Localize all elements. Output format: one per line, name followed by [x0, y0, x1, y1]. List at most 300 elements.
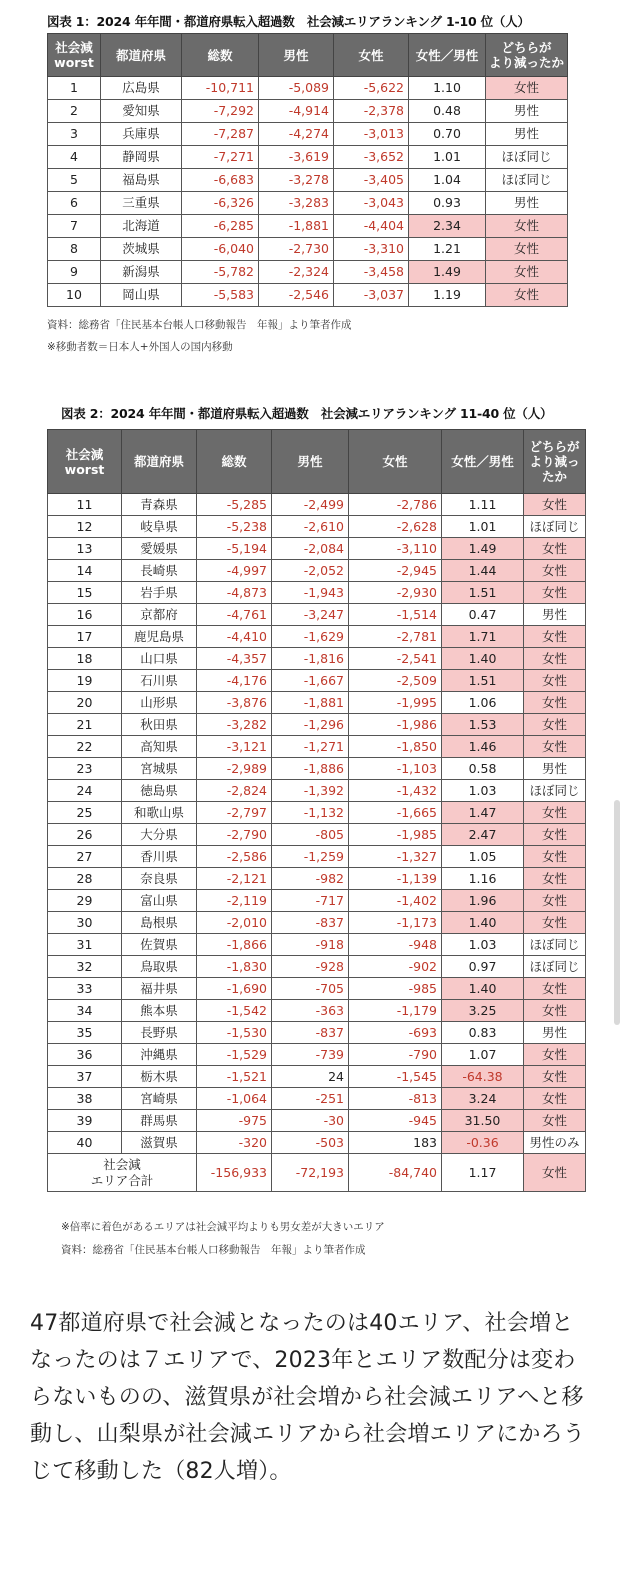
- prefecture-cell: 群馬県: [122, 1110, 197, 1132]
- which-cell: 男性のみ: [524, 1132, 586, 1154]
- which-cell: 男性: [486, 100, 568, 123]
- table-row: [48, 626, 586, 648]
- table2: [47, 429, 586, 1192]
- female-cell: -813: [349, 1088, 442, 1110]
- table-row: [48, 648, 586, 670]
- table-row: [48, 192, 568, 215]
- ratio-cell: 2.34: [409, 215, 486, 238]
- female-cell: -790: [349, 1044, 442, 1066]
- prefecture-cell: 鹿児島県: [122, 626, 197, 648]
- prefecture-cell: 和歌山県: [122, 802, 197, 824]
- ratio-cell: 1.06: [442, 692, 524, 714]
- rank-cell: 40: [48, 1132, 122, 1154]
- ratio-cell: 3.25: [442, 1000, 524, 1022]
- which-cell: 女性: [524, 868, 586, 890]
- female-cell: -1,139: [349, 868, 442, 890]
- ratio-cell: 0.58: [442, 758, 524, 780]
- male-cell: -918: [272, 934, 349, 956]
- column-header: 女性／男性: [409, 34, 486, 77]
- ratio-cell: 1.03: [442, 934, 524, 956]
- ratio-cell: 1.11: [442, 494, 524, 516]
- male-cell: -251: [272, 1088, 349, 1110]
- male-cell: -1,886: [272, 758, 349, 780]
- total-cell: -3,876: [197, 692, 272, 714]
- table2-source: 資料：総務省「住民基本台帳人口移動報告 年報」より筆者作成: [61, 1244, 366, 1256]
- male-cell: -982: [272, 868, 349, 890]
- ratio-cell: 1.19: [409, 284, 486, 307]
- which-cell: 男性: [524, 604, 586, 626]
- rank-cell: 30: [48, 912, 122, 934]
- total-cell: -5,238: [197, 516, 272, 538]
- rank-cell: 27: [48, 846, 122, 868]
- male-cell: 24: [272, 1066, 349, 1088]
- which-cell: 女性: [524, 802, 586, 824]
- female-cell: -1,327: [349, 846, 442, 868]
- total-cell: -2,586: [197, 846, 272, 868]
- table-row: [48, 516, 586, 538]
- total-cell: -2,119: [197, 890, 272, 912]
- ratio-cell: 1.03: [442, 780, 524, 802]
- which-cell: 女性: [524, 1000, 586, 1022]
- which-cell: 男性: [486, 123, 568, 146]
- which-cell: 女性: [524, 714, 586, 736]
- female-cell: -2,786: [349, 494, 442, 516]
- rank-cell: 35: [48, 1022, 122, 1044]
- table-row: [48, 238, 568, 261]
- column-header: 女性: [334, 34, 409, 77]
- female-cell: -1,173: [349, 912, 442, 934]
- female-cell: -3,458: [334, 261, 409, 284]
- table-row: [48, 123, 568, 146]
- female-cell: -1,545: [349, 1066, 442, 1088]
- female-cell: -2,628: [349, 516, 442, 538]
- prefecture-cell: 新潟県: [101, 261, 182, 284]
- ratio-cell: -64.38: [442, 1066, 524, 1088]
- ratio-cell: 1.53: [442, 714, 524, 736]
- total-cell: -1,830: [197, 956, 272, 978]
- male-cell: -1,881: [259, 215, 334, 238]
- which-cell: 女性: [524, 1110, 586, 1132]
- total-cell: -6,683: [182, 169, 259, 192]
- rank-cell: 34: [48, 1000, 122, 1022]
- total-cell: -320: [197, 1132, 272, 1154]
- table1-header-row: [48, 34, 568, 77]
- ratio-cell: 1.05: [442, 846, 524, 868]
- female-cell: -5,622: [334, 77, 409, 100]
- ratio-cell: 0.48: [409, 100, 486, 123]
- male-cell: -2,610: [272, 516, 349, 538]
- prefecture-cell: 北海道: [101, 215, 182, 238]
- total-cell: -2,824: [197, 780, 272, 802]
- rank-cell: 26: [48, 824, 122, 846]
- rank-cell: 32: [48, 956, 122, 978]
- which-cell: ほぼ同じ: [486, 169, 568, 192]
- rank-cell: 29: [48, 890, 122, 912]
- table-row: [48, 868, 586, 890]
- rank-cell: 18: [48, 648, 122, 670]
- male-cell: -1,667: [272, 670, 349, 692]
- prefecture-cell: 鳥取県: [122, 956, 197, 978]
- prefecture-cell: 高知県: [122, 736, 197, 758]
- female-cell: -1,850: [349, 736, 442, 758]
- total-cell: -975: [197, 1110, 272, 1132]
- prefecture-cell: 石川県: [122, 670, 197, 692]
- male-cell: -837: [272, 1022, 349, 1044]
- ratio-cell: 1.21: [409, 238, 486, 261]
- rank-cell: 8: [48, 238, 101, 261]
- rank-cell: 4: [48, 146, 101, 169]
- total-cell: -7,292: [182, 100, 259, 123]
- male-cell: -1,132: [272, 802, 349, 824]
- rank-cell: 16: [48, 604, 122, 626]
- table2-note: ※倍率に着色があるエリアは社会減平均よりも男女差が大きいエリア: [61, 1221, 385, 1233]
- table2-caption: 図表 2：2024 年年間・都道府県転入超過数 社会減エリアランキング 11-40 位（人）: [61, 406, 553, 421]
- which-cell: ほぼ同じ: [486, 146, 568, 169]
- ratio-cell: 1.71: [442, 626, 524, 648]
- male-cell: -2,324: [259, 261, 334, 284]
- rank-cell: 33: [48, 978, 122, 1000]
- rank-cell: 39: [48, 1110, 122, 1132]
- rank-cell: 5: [48, 169, 101, 192]
- total-cell: -7,271: [182, 146, 259, 169]
- column-header: 男性: [272, 430, 349, 494]
- ratio-cell: 1.10: [409, 77, 486, 100]
- table-row: [48, 912, 586, 934]
- rank-cell: 28: [48, 868, 122, 890]
- total-cell: -4,357: [197, 648, 272, 670]
- which-cell: 女性: [486, 77, 568, 100]
- table-row: [48, 1088, 586, 1110]
- rank-cell: 19: [48, 670, 122, 692]
- table-row: [48, 582, 586, 604]
- male-cell: -503: [272, 1132, 349, 1154]
- total-cell: -2,989: [197, 758, 272, 780]
- male-cell: -717: [272, 890, 349, 912]
- male-cell: -363: [272, 1000, 349, 1022]
- which-cell: 女性: [524, 890, 586, 912]
- ratio-cell: 1.04: [409, 169, 486, 192]
- table1-source: 資料：総務省「住民基本台帳人口移動報告 年報」より筆者作成: [47, 319, 352, 331]
- table-row: [48, 560, 586, 582]
- total-cell: -2,790: [197, 824, 272, 846]
- ratio-cell: 1.40: [442, 912, 524, 934]
- prefecture-cell: 茨城県: [101, 238, 182, 261]
- table-row: [48, 802, 586, 824]
- prefecture-cell: 宮崎県: [122, 1088, 197, 1110]
- table-row: [48, 1066, 586, 1088]
- table-row: [48, 780, 586, 802]
- ratio-cell: 1.47: [442, 802, 524, 824]
- total-ratio-cell: 1.17: [442, 1154, 524, 1192]
- which-cell: 女性: [524, 648, 586, 670]
- female-cell: -1,402: [349, 890, 442, 912]
- which-cell: 女性: [524, 1088, 586, 1110]
- male-cell: -2,499: [272, 494, 349, 516]
- which-cell: 男性: [524, 1022, 586, 1044]
- male-cell: -2,730: [259, 238, 334, 261]
- total-cell: -6,040: [182, 238, 259, 261]
- column-header: 女性: [349, 430, 442, 494]
- prefecture-cell: 静岡県: [101, 146, 182, 169]
- female-cell: -1,985: [349, 824, 442, 846]
- male-cell: -739: [272, 1044, 349, 1066]
- female-cell: -693: [349, 1022, 442, 1044]
- table-row: [48, 1044, 586, 1066]
- table-row: [48, 146, 568, 169]
- which-cell: 女性: [524, 692, 586, 714]
- rank-cell: 20: [48, 692, 122, 714]
- female-cell: -1,995: [349, 692, 442, 714]
- total-cell: -5,285: [197, 494, 272, 516]
- total-cell: -1,542: [197, 1000, 272, 1022]
- male-cell: -928: [272, 956, 349, 978]
- ratio-cell: 1.16: [442, 868, 524, 890]
- male-cell: -4,274: [259, 123, 334, 146]
- ratio-cell: 1.51: [442, 582, 524, 604]
- table-row: [48, 824, 586, 846]
- prefecture-cell: 岩手県: [122, 582, 197, 604]
- table-row: [48, 261, 568, 284]
- female-cell: -3,652: [334, 146, 409, 169]
- table-row: [48, 215, 568, 238]
- total-cell: -10,711: [182, 77, 259, 100]
- total-cell: -6,326: [182, 192, 259, 215]
- female-cell: -3,037: [334, 284, 409, 307]
- table-row: [48, 169, 568, 192]
- prefecture-cell: 長野県: [122, 1022, 197, 1044]
- table-row: [48, 1000, 586, 1022]
- male-cell: -805: [272, 824, 349, 846]
- ratio-cell: 0.47: [442, 604, 524, 626]
- rank-cell: 25: [48, 802, 122, 824]
- ratio-cell: 1.01: [442, 516, 524, 538]
- total-cell: -1,521: [197, 1066, 272, 1088]
- prefecture-cell: 沖縄県: [122, 1044, 197, 1066]
- male-cell: -1,881: [272, 692, 349, 714]
- prefecture-cell: 愛知県: [101, 100, 182, 123]
- page-scrollbar[interactable]: [614, 800, 620, 1025]
- total-cell: -1,530: [197, 1022, 272, 1044]
- male-cell: -1,392: [272, 780, 349, 802]
- prefecture-cell: 岐阜県: [122, 516, 197, 538]
- male-cell: -3,619: [259, 146, 334, 169]
- which-cell: ほぼ同じ: [524, 934, 586, 956]
- rank-cell: 11: [48, 494, 122, 516]
- column-header: 社会減 worst: [48, 430, 122, 494]
- ratio-cell: 1.44: [442, 560, 524, 582]
- rank-cell: 1: [48, 77, 101, 100]
- total-cell: -2,121: [197, 868, 272, 890]
- female-cell: -2,945: [349, 560, 442, 582]
- female-cell: -1,179: [349, 1000, 442, 1022]
- prefecture-cell: 兵庫県: [101, 123, 182, 146]
- total-cell: -4,873: [197, 582, 272, 604]
- table-row: [48, 934, 586, 956]
- total-cell: -1,529: [197, 1044, 272, 1066]
- table-row: [48, 1132, 586, 1154]
- prefecture-cell: 岡山県: [101, 284, 182, 307]
- ratio-cell: 1.46: [442, 736, 524, 758]
- column-header: 都道府県: [122, 430, 197, 494]
- female-cell: -3,013: [334, 123, 409, 146]
- which-cell: 女性: [524, 736, 586, 758]
- total-cell: -6,285: [182, 215, 259, 238]
- table-row: [48, 692, 586, 714]
- prefecture-cell: 広島県: [101, 77, 182, 100]
- total-total-cell: -156,933: [197, 1154, 272, 1192]
- female-cell: -3,405: [334, 169, 409, 192]
- table-row: [48, 956, 586, 978]
- rank-cell: 22: [48, 736, 122, 758]
- table1-body: [48, 77, 568, 307]
- male-cell: -3,247: [272, 604, 349, 626]
- male-cell: -1,296: [272, 714, 349, 736]
- rank-cell: 2: [48, 100, 101, 123]
- female-cell: -948: [349, 934, 442, 956]
- female-cell: -2,781: [349, 626, 442, 648]
- ratio-cell: 1.49: [409, 261, 486, 284]
- table-row: [48, 978, 586, 1000]
- total-cell: -4,761: [197, 604, 272, 626]
- male-cell: -1,271: [272, 736, 349, 758]
- rank-cell: 37: [48, 1066, 122, 1088]
- total-row: [48, 1154, 586, 1192]
- rank-cell: 14: [48, 560, 122, 582]
- column-header: 総数: [197, 430, 272, 494]
- ratio-cell: 0.70: [409, 123, 486, 146]
- prefecture-cell: 徳島県: [122, 780, 197, 802]
- prefecture-cell: 奈良県: [122, 868, 197, 890]
- prefecture-cell: 大分県: [122, 824, 197, 846]
- rank-cell: 10: [48, 284, 101, 307]
- table-row: [48, 494, 586, 516]
- rank-cell: 7: [48, 215, 101, 238]
- female-cell: -1,986: [349, 714, 442, 736]
- prefecture-cell: 富山県: [122, 890, 197, 912]
- ratio-cell: 1.51: [442, 670, 524, 692]
- which-cell: 女性: [524, 1044, 586, 1066]
- female-cell: 183: [349, 1132, 442, 1154]
- total-cell: -7,287: [182, 123, 259, 146]
- which-cell: 女性: [524, 494, 586, 516]
- prefecture-cell: 秋田県: [122, 714, 197, 736]
- total-cell: -1,064: [197, 1088, 272, 1110]
- which-cell: 女性: [524, 670, 586, 692]
- rank-cell: 31: [48, 934, 122, 956]
- total-cell: -5,194: [197, 538, 272, 560]
- rank-cell: 12: [48, 516, 122, 538]
- total-cell: -5,583: [182, 284, 259, 307]
- which-cell: 女性: [524, 978, 586, 1000]
- rank-cell: 13: [48, 538, 122, 560]
- total-which-cell: 女性: [524, 1154, 586, 1192]
- table-row: [48, 284, 568, 307]
- female-cell: -2,541: [349, 648, 442, 670]
- which-cell: 男性: [524, 758, 586, 780]
- male-cell: -2,084: [272, 538, 349, 560]
- which-cell: 女性: [524, 824, 586, 846]
- female-cell: -902: [349, 956, 442, 978]
- total-cell: -3,121: [197, 736, 272, 758]
- table1-caption: 図表 1：2024 年年間・都道府県転入超過数 社会減エリアランキング 1-10 位（人）: [47, 14, 530, 29]
- total-cell: -4,176: [197, 670, 272, 692]
- total-cell: -3,282: [197, 714, 272, 736]
- female-cell: -3,043: [334, 192, 409, 215]
- ratio-cell: 1.40: [442, 648, 524, 670]
- prefecture-cell: 佐賀県: [122, 934, 197, 956]
- female-cell: -2,930: [349, 582, 442, 604]
- prefecture-cell: 栃木県: [122, 1066, 197, 1088]
- male-cell: -1,816: [272, 648, 349, 670]
- male-cell: -3,278: [259, 169, 334, 192]
- which-cell: ほぼ同じ: [524, 516, 586, 538]
- column-header: どちらが より減っ たか: [524, 430, 586, 494]
- ratio-cell: -0.36: [442, 1132, 524, 1154]
- male-cell: -5,089: [259, 77, 334, 100]
- column-header: 男性: [259, 34, 334, 77]
- prefecture-cell: 京都府: [122, 604, 197, 626]
- rank-cell: 17: [48, 626, 122, 648]
- male-cell: -2,546: [259, 284, 334, 307]
- which-cell: 女性: [524, 846, 586, 868]
- which-cell: 女性: [486, 261, 568, 284]
- total-cell: -1,866: [197, 934, 272, 956]
- ratio-cell: 0.83: [442, 1022, 524, 1044]
- which-cell: 女性: [486, 215, 568, 238]
- male-cell: -837: [272, 912, 349, 934]
- which-cell: 女性: [524, 912, 586, 934]
- female-cell: -2,509: [349, 670, 442, 692]
- rank-cell: 15: [48, 582, 122, 604]
- rank-cell: 38: [48, 1088, 122, 1110]
- total-cell: -4,997: [197, 560, 272, 582]
- table-row: [48, 77, 568, 100]
- table-row: [48, 100, 568, 123]
- which-cell: 女性: [524, 538, 586, 560]
- total-female-cell: -84,740: [349, 1154, 442, 1192]
- table-row: [48, 714, 586, 736]
- which-cell: ほぼ同じ: [524, 956, 586, 978]
- ratio-cell: 1.49: [442, 538, 524, 560]
- rank-cell: 6: [48, 192, 101, 215]
- total-cell: -2,797: [197, 802, 272, 824]
- table-row: [48, 758, 586, 780]
- prefecture-cell: 山口県: [122, 648, 197, 670]
- which-cell: 女性: [524, 560, 586, 582]
- total-label-cell: 社会減 エリア合計: [48, 1154, 197, 1192]
- male-cell: -2,052: [272, 560, 349, 582]
- ratio-cell: 1.01: [409, 146, 486, 169]
- which-cell: 女性: [486, 238, 568, 261]
- ratio-cell: 0.93: [409, 192, 486, 215]
- male-cell: -4,914: [259, 100, 334, 123]
- ratio-cell: 1.96: [442, 890, 524, 912]
- column-header: どちらが より減ったか: [486, 34, 568, 77]
- column-header: 社会減 worst: [48, 34, 101, 77]
- which-cell: 女性: [524, 582, 586, 604]
- article-paragraph: 47都道府県で社会減となったのは40エリア、社会増となったのは７エリアで、2023年とエリア数配分は変わらないものの、滋賀県が社会増から社会減エリアへと移動し、山梨県が社会減エリアから社会増エリアにかろうじて移動した（82人増）。: [30, 1311, 586, 1484]
- female-cell: -2,378: [334, 100, 409, 123]
- ratio-cell: 1.40: [442, 978, 524, 1000]
- rank-cell: 21: [48, 714, 122, 736]
- table-row: [48, 890, 586, 912]
- ratio-cell: 31.50: [442, 1110, 524, 1132]
- prefecture-cell: 香川県: [122, 846, 197, 868]
- rank-cell: 23: [48, 758, 122, 780]
- column-header: 女性／男性: [442, 430, 524, 494]
- male-cell: -3,283: [259, 192, 334, 215]
- ratio-cell: 2.47: [442, 824, 524, 846]
